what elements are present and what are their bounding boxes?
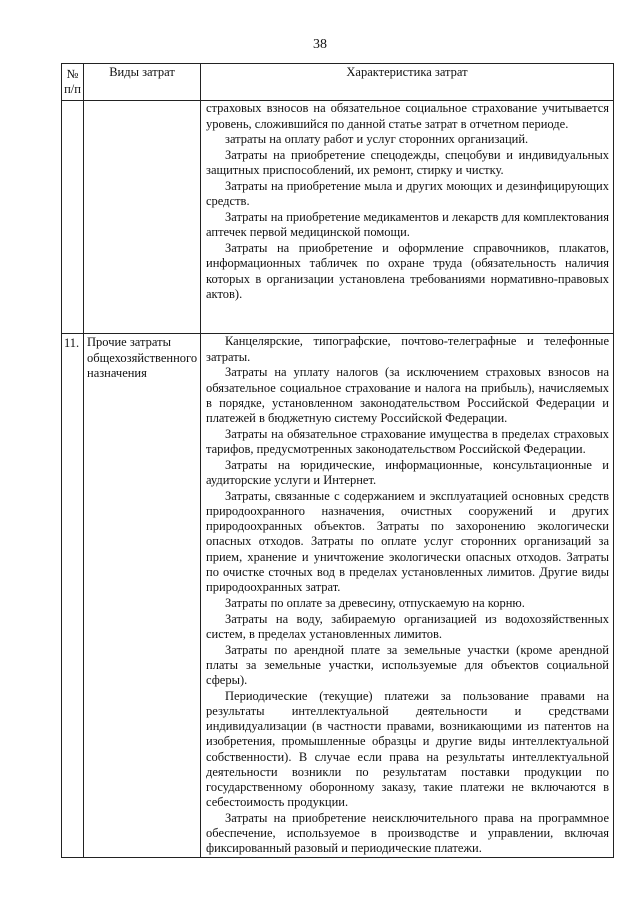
description-paragraph: Периодические (текущие) платежи за пользование правами на результаты интеллектуальной деятельности и средствами индивидуализации (в частности правами, возникающими из патентов на изобретения, промышленные образцы и другие виды интеллектуальной собственности). В случае если права на результаты интеллектуальной деятельности возникли по результатам поставки продукции по государственному оборонному заказу, такие платежи не включаются в себестоимость продукции. — [206, 688, 609, 810]
page-number: 38 — [313, 37, 327, 52]
description-paragraph: страховых взносов на обязательное социальное страхование учитывается уровень, сложившийся по данной статье затрат в отчетном периоде. — [206, 101, 609, 131]
row-cost-type — [84, 101, 201, 334]
table-row — [62, 334, 614, 857]
table-row — [62, 101, 614, 334]
description-paragraph: Затраты на приобретение и оформление справочников, плакатов, информационных табличек по охране труда (обязательность наличия которых в организации установлена требованиями нормативно-правовых актов). — [206, 241, 609, 301]
header-cost-description: Характеристика затрат — [201, 64, 614, 101]
description-paragraph: Канцелярские, типографские, почтово-телеграфные и телефонные затраты. — [206, 334, 609, 364]
row-cost-description — [201, 334, 614, 857]
header-cost-type: Виды затрат — [84, 64, 201, 101]
table-header-row — [62, 64, 614, 101]
description-paragraph: Затраты на юридические, информационные, консультационные и аудиторские услуги и Интернет. — [206, 457, 609, 488]
description-paragraph: Затраты на приобретение неисключительного права на программное обеспечение, используемое в производстве и управлении, включая фиксированный разовый и периодические платежи. — [206, 811, 609, 856]
description-paragraph: Затраты на обязательное страхование имущества в пределах страховых тарифов, предусмотренных законодательством Российской Федерации. — [206, 426, 609, 457]
description-paragraph: Затраты на приобретение спецодежды, спецобуви и индивидуальных защитных приспособлений, их ремонт, стирку и чистку. — [206, 148, 609, 178]
header-number: № п/п — [62, 64, 84, 101]
description-paragraph: Затраты на уплату налогов (за исключением страховых взносов на обязательное социальное страхование и налога на прибыль), начисляемых в порядке, установленном законодательством Российской Федерации и платежей в бюджетную систему Российской Федерации. — [206, 365, 609, 426]
row-cost-type: Прочие затраты общехозяйственного назначения — [84, 334, 201, 857]
description-paragraph: Затраты на приобретение мыла и других моющих и дезинфицирующих средств. — [206, 179, 609, 209]
description-paragraph: Затраты, связанные с содержанием и эксплуатацией основных средств природоохранного назначения, очистных сооружений и других природоохранных объектов. Затраты по захоронению экологически опасных отходов. Затраты по оплате услуг сторонних организаций за прием, хранение и уничтожение экологически опасных отходов. Затраты по очистке сточных вод в пределах установленных лимитов. Другие виды природоохранных затрат. — [206, 488, 609, 595]
row-number — [62, 101, 84, 334]
row-number: 11. — [62, 334, 84, 857]
description-paragraph: Затраты по оплате за древесину, отпускаемую на корню. — [225, 595, 525, 610]
description-paragraph: затраты на оплату работ и услуг сторонних организаций. — [225, 132, 529, 147]
row-cost-description — [201, 101, 614, 334]
description-paragraph: Затраты по арендной плате за земельные участки (кроме арендной платы за земельные участки, используемые для объектов социальной сферы). — [206, 642, 609, 688]
description-paragraph: Затраты на воду, забираемую организацией из водохозяйственных систем, в пределах установленных лимитов. — [206, 611, 609, 641]
description-paragraph: Затраты на приобретение медикаментов и лекарств для комплектования аптечек первой медицинской помощи. — [206, 210, 609, 240]
costs-table — [61, 63, 614, 858]
